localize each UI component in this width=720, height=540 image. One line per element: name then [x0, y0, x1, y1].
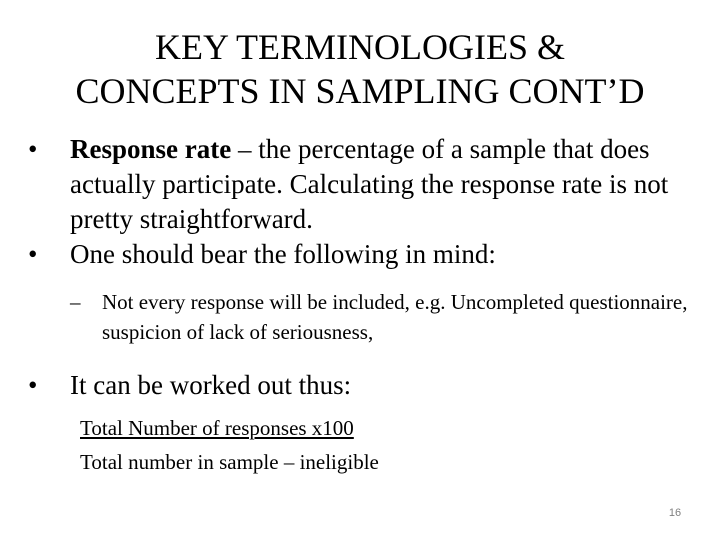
- bullet-text: One should bear the following in mind:: [70, 239, 496, 269]
- bullet-marker: •: [28, 239, 38, 269]
- formula-denominator: Total number in sample – ineligible: [80, 450, 379, 474]
- bullet-marker: •: [28, 134, 38, 164]
- page-number: 16: [668, 507, 682, 519]
- sub-bullet-marker: –: [70, 290, 81, 314]
- sub-bullet-text: Not every response will be included, e.g. Uncompleted questionnaire, suspicion of lack of seriousness,: [102, 290, 688, 344]
- title-line-2: CONCEPTS IN SAMPLING CONT’D: [75, 71, 645, 111]
- sub-bullet-not-every-response: [70, 287, 698, 347]
- slide-title: [0, 25, 720, 113]
- formula-numerator: Total Number of responses x100: [80, 416, 354, 440]
- bullet-marker: •: [28, 370, 38, 400]
- bullet-response-rate: [28, 132, 698, 237]
- bullet-text: – the percentage of a sample that does actually participate. Calculating the response rate is not pretty straightforward.: [70, 134, 669, 234]
- title-line-1: KEY TERMINOLOGIES &: [155, 27, 565, 67]
- bullet-bear-in-mind: [28, 237, 698, 272]
- response-rate-formula: [80, 411, 698, 479]
- slide-body: [28, 132, 698, 479]
- bullet-text: It can be worked out thus:: [70, 370, 352, 400]
- bullet-term: Response rate: [70, 134, 232, 164]
- bullet-worked-out: [28, 368, 698, 403]
